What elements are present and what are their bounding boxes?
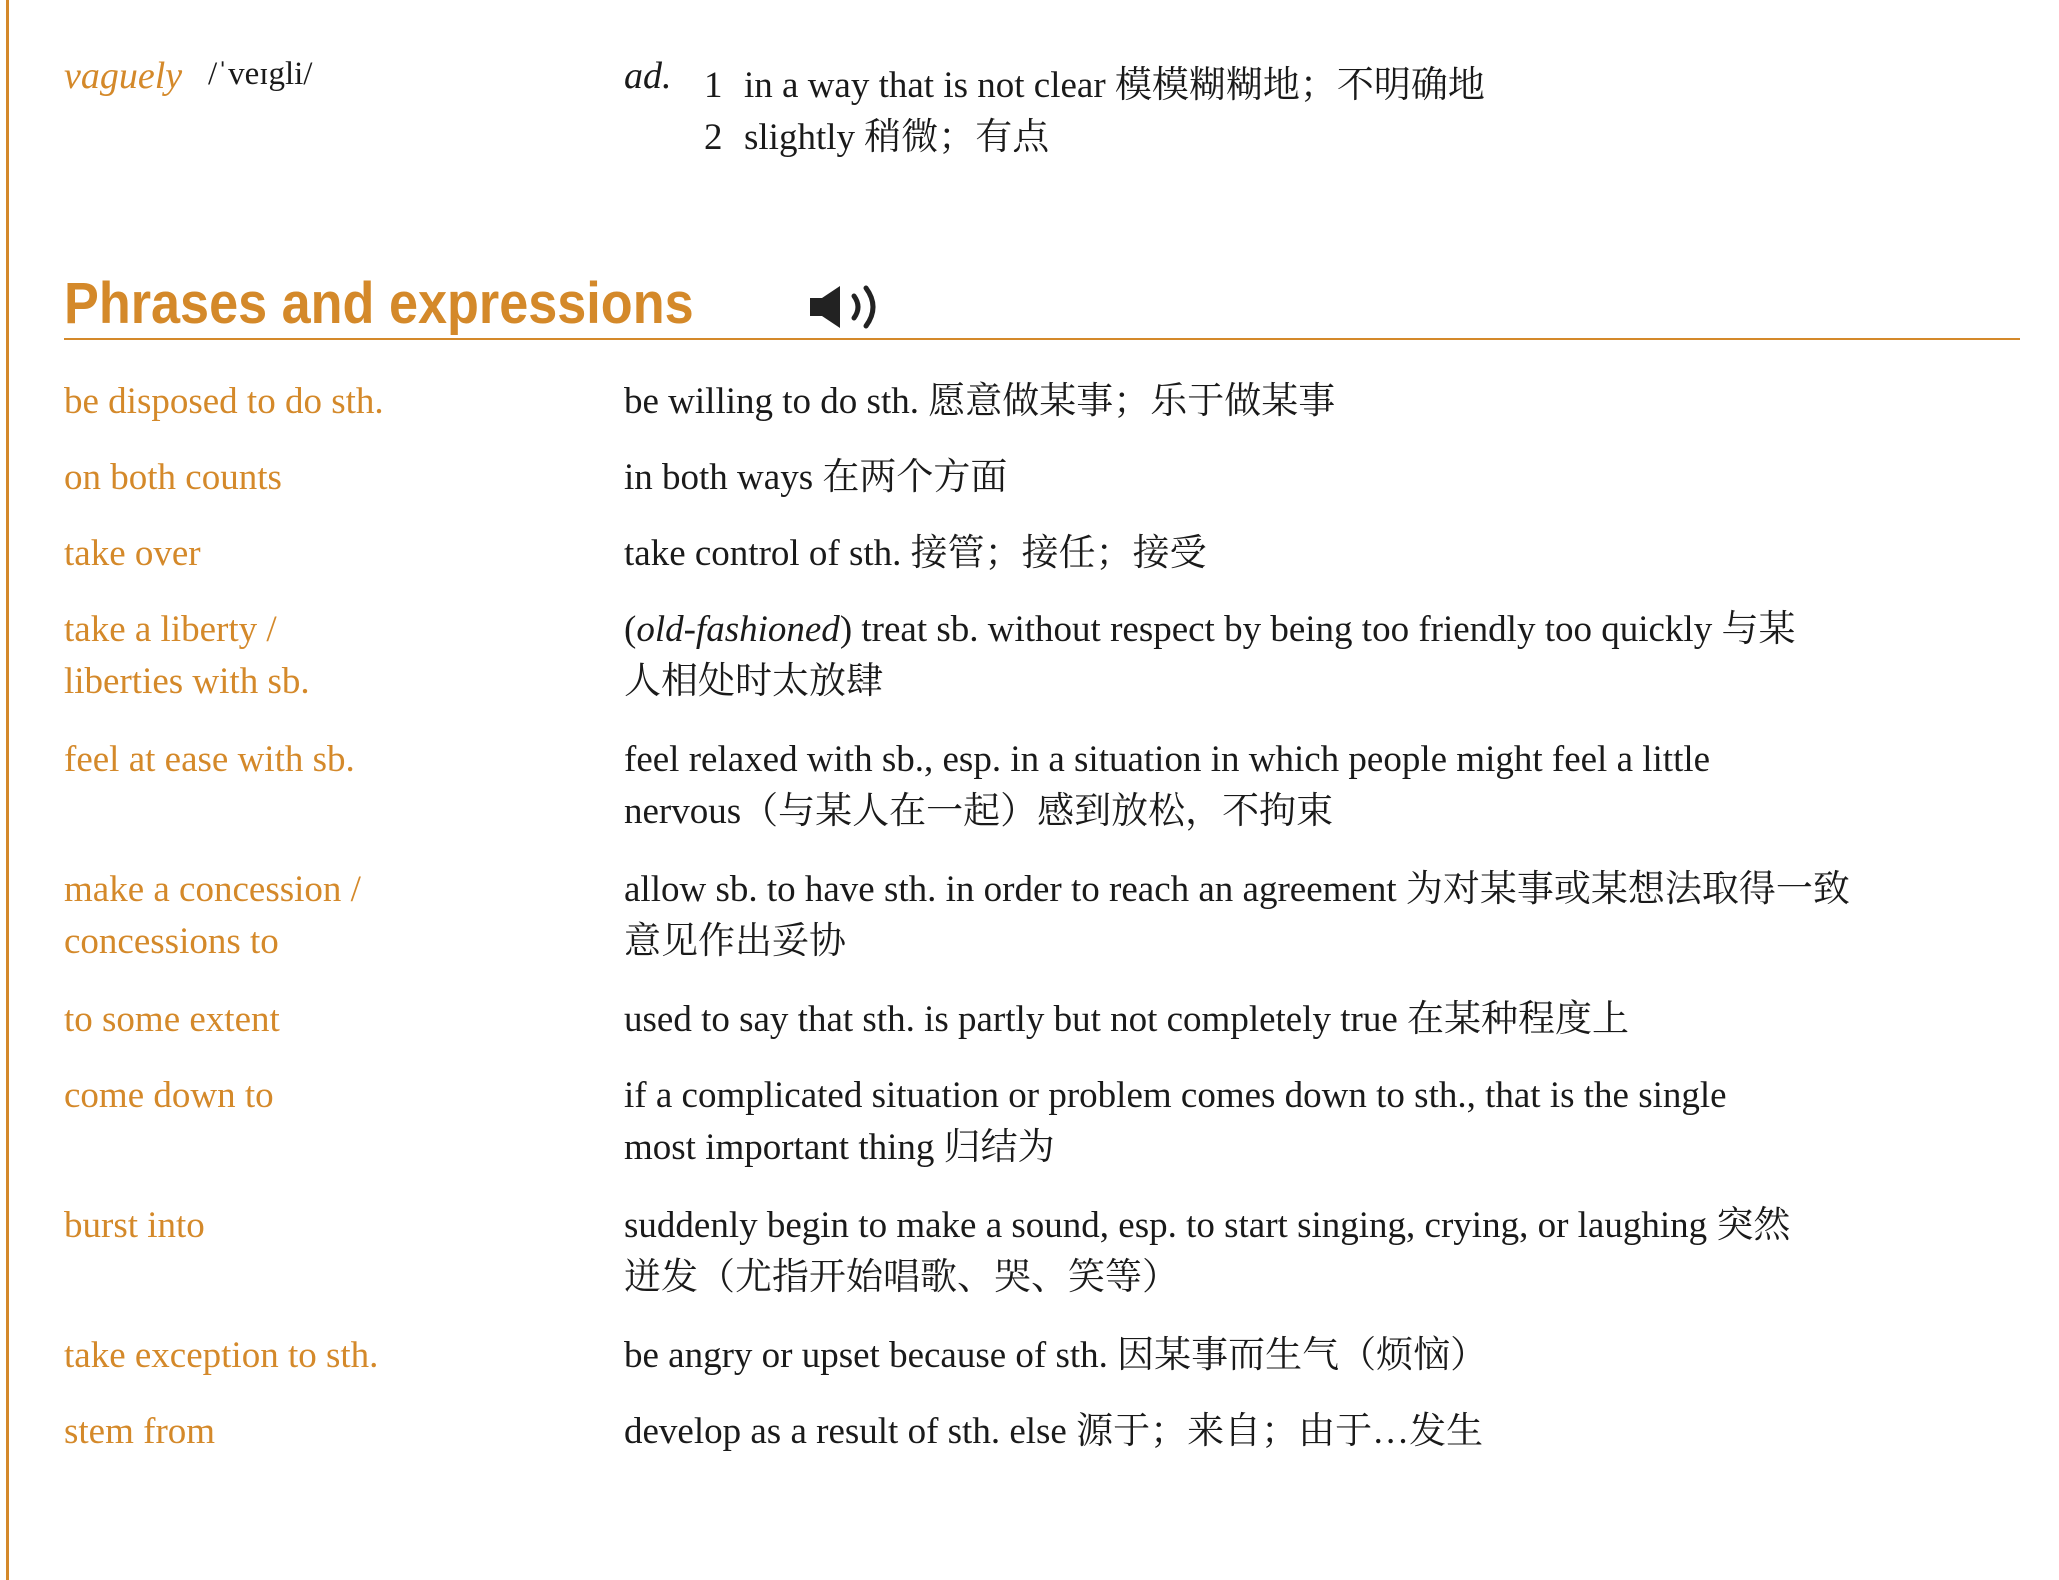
phrase-term-line: concessions to [64, 921, 279, 962]
phrase-definition [624, 734, 2024, 838]
phrase-term [64, 452, 584, 504]
definition-line: develop as a result of sth. else 源于；来自；由于…发生 [624, 1411, 1484, 1452]
definition-line: used to say that sth. is partly but not completely true 在某种程度上 [624, 999, 1630, 1040]
phrase-term-line: be disposed to do sth. [64, 381, 384, 422]
phrase-definition [624, 604, 2024, 708]
usage-label: old-fashioned [636, 609, 840, 650]
phrase-term [64, 1330, 584, 1382]
vocab-sense [704, 54, 1485, 108]
phrase-definition [624, 452, 2024, 504]
definition-line: allow sb. to have sth. in order to reach an agreement 为对某事或某想法取得一致 [624, 869, 1850, 910]
phrase-definition [624, 1070, 2024, 1174]
vocab-phonetic: /ˈveɪgli/ [208, 56, 313, 92]
phrase-definition [624, 994, 2024, 1046]
section-title: Phrases and expressions [64, 271, 694, 336]
vocab-sense [704, 106, 1049, 160]
definition-line: take control of sth. 接管；接任；接受 [624, 533, 1207, 574]
phrase-term-line: take exception to sth. [64, 1335, 379, 1376]
definition-line: feel relaxed with sb., esp. in a situation in which people might feel a little [624, 739, 1711, 780]
phrase-term [64, 1070, 584, 1122]
definition-line: nervous（与某人在一起）感到放松，不拘束 [624, 791, 1334, 832]
definition-line: 意见作出妥协 [624, 921, 846, 962]
definition-line: suddenly begin to make a sound, esp. to start singing, crying, or laughing 突然 [624, 1205, 1791, 1246]
phrase-term-line: come down to [64, 1075, 274, 1116]
phrase-term [64, 994, 584, 1046]
phrase-definition [624, 1406, 2024, 1458]
phrase-definition [624, 528, 2024, 580]
phrase-term-line: liberties with sb. [64, 661, 310, 702]
definition-line: most important thing 归结为 [624, 1127, 1055, 1168]
phrase-definition [624, 1330, 2024, 1382]
section-heading [64, 266, 2020, 340]
definition-line: be angry or upset because of sth. 因某事而生气（烦恼） [624, 1335, 1488, 1376]
phrase-term [64, 734, 584, 786]
speaker-icon[interactable] [806, 282, 890, 332]
sense-text: slightly 稍微；有点 [744, 117, 1050, 158]
phrase-term-line: take a liberty / [64, 609, 277, 650]
phrase-term-line: take over [64, 533, 201, 574]
definition-line: 迸发（尤指开始唱歌、哭、笑等） [624, 1257, 1179, 1298]
phrase-term-line: to some extent [64, 999, 280, 1040]
phrase-term [64, 604, 584, 708]
phrase-definition [624, 864, 2024, 968]
phrase-term-line: burst into [64, 1205, 205, 1246]
phrase-term [64, 1200, 584, 1252]
definition-line: in both ways 在两个方面 [624, 457, 1008, 498]
phrase-definition [624, 1200, 2024, 1304]
phrase-term-line: feel at ease with sb. [64, 739, 355, 780]
vocab-word: vaguely [64, 55, 183, 97]
definition-text: treat sb. without respect by being too friendly too quickly 与某 [861, 609, 1796, 650]
phrase-definition [624, 376, 2024, 428]
sense-text: in a way that is not clear 模模糊糊地；不明确地 [744, 65, 1485, 106]
phrase-term [64, 1406, 584, 1458]
phrase-term [64, 528, 584, 580]
phrase-term [64, 376, 584, 428]
sense-number: 2 [704, 117, 723, 158]
phrase-term-line: on both counts [64, 457, 282, 498]
phrase-term [64, 864, 584, 968]
phrase-term-line: stem from [64, 1411, 216, 1452]
definition-line: if a complicated situation or problem comes down to sth., that is the single [624, 1075, 1727, 1116]
sense-number: 1 [704, 65, 723, 106]
definition-line: 人相处时太放肆 [624, 661, 883, 702]
left-margin-rule [6, 0, 9, 1580]
vocab-entry [64, 50, 2024, 160]
definition-line: be willing to do sth. 愿意做某事；乐于做某事 [624, 381, 1336, 422]
definition-line: (old-fashioned) treat sb. without respect by being too friendly too quickly 与某 [624, 609, 1796, 650]
vocab-part-of-speech: ad. [624, 55, 672, 97]
phrase-term-line: make a concession / [64, 869, 361, 910]
